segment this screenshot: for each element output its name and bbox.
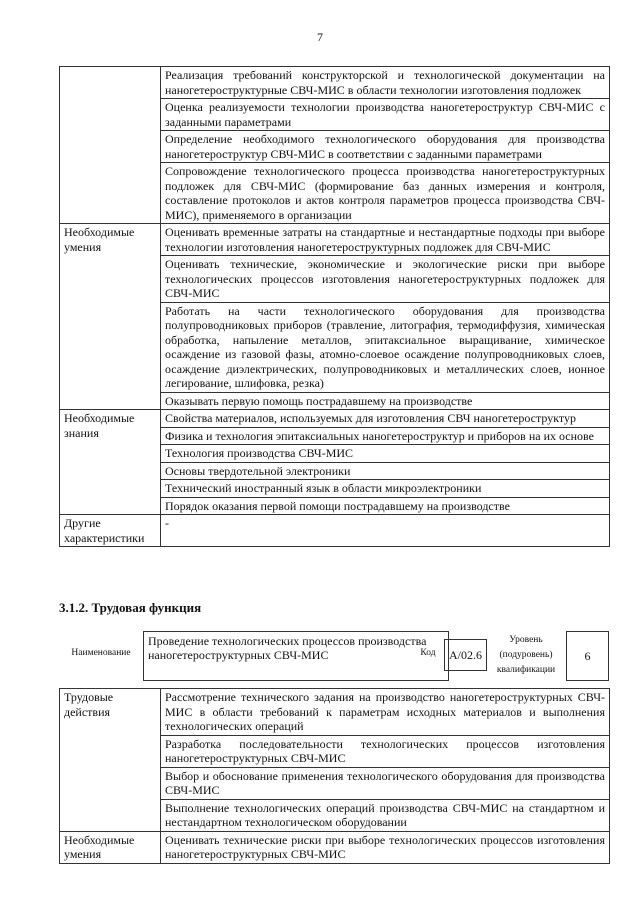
- table-row: [60, 224, 610, 256]
- function-name: Проведение технологических процессов производства наногетероструктурных СВЧ-МИС: [143, 631, 449, 681]
- row-label: Необходимые умения: [60, 831, 161, 863]
- function-code: A/02.6: [444, 639, 487, 671]
- table-row: [60, 410, 610, 428]
- row-item: Выбор и обоснование применения технологического оборудования для производства СВЧ-МИС: [161, 767, 610, 799]
- row-item: Определение необходимого технологического оборудования для производства наногетероструктур СВЧ-МИС в соответствии с заданными параметрами: [161, 131, 610, 163]
- row-item: Порядок оказания первой помощи пострадавшему на производстве: [161, 497, 610, 515]
- row-item: -: [161, 515, 610, 547]
- section-title: 3.1.2. Трудовая функция: [59, 600, 202, 615]
- table-row: [60, 689, 610, 736]
- row-item: Оценивать технические, экономические и экологические риски при выборе технологических процессов изготовления наногетероструктурных подложек для СВЧ-МИС: [161, 256, 610, 303]
- row-item: Реализация требований конструкторской и технологической документации на наногетероструктурные СВЧ-МИС в области технологии изготовления подложек: [161, 67, 610, 99]
- page-number: 7: [317, 30, 323, 44]
- code-label: Код: [420, 648, 436, 658]
- row-item: Оценка реализуемости технологии производства наногетероструктур СВЧ-МИС с заданными параметрами: [161, 99, 610, 131]
- row-item: Основы твердотельной электроники: [161, 462, 610, 480]
- row-item: Рассмотрение технического задания на производство наногетероструктурных СВЧ-МИС в области требований к параметрам исходных материалов и выполнения технологических операций: [161, 689, 610, 736]
- row-label: Необходимые знания: [60, 410, 161, 515]
- row-item: Разработка последовательности технологических процессов изготовления наногетероструктурных СВЧ-МИС: [161, 735, 610, 767]
- row-label: Необходимые умения: [60, 224, 161, 410]
- table-row: [60, 515, 610, 547]
- qualification-level: 6: [566, 631, 609, 681]
- row-item: Оценивать временные затраты на стандартные и нестандартные подходы при выборе технологии изготовления наногетероструктурных подложек для СВЧ-МИС: [161, 224, 610, 256]
- labor-function-header: [59, 625, 609, 680]
- level-label: Уровень (подуровень) квалификации: [496, 635, 556, 675]
- requirements-table: [59, 66, 610, 547]
- row-item: Работать на части технологического оборудования для производства полупроводниковых приборов (травление, литография, термодиффузия, химическая обработка, напыление металлов, эпитаксиальное выращивание, химическое осаждение из газовой фазы, атомно-слоевое осаждение полупроводниковых слоев, осаждение диэлектрических, полупроводниковых и металлических слоев, ионное легирование, шлифовка, резка): [161, 302, 610, 392]
- row-label: Трудовые действия: [60, 689, 161, 832]
- name-label: Наименование: [71, 648, 131, 658]
- row-item: Выполнение технологических операций производства СВЧ-МИС на стандартном и нестандартном технологическом оборудовании: [161, 799, 610, 831]
- labor-actions-table: [59, 688, 610, 864]
- row-label: [60, 67, 161, 224]
- row-label: Другие характеристики: [60, 515, 161, 547]
- row-item: Технический иностранный язык в области микроэлектроники: [161, 480, 610, 498]
- row-item: Технология производства СВЧ-МИС: [161, 445, 610, 463]
- row-item: Оказывать первую помощь пострадавшему на производстве: [161, 392, 610, 410]
- row-item: Физика и технология эпитаксиальных наногетероструктур и приборов на их основе: [161, 427, 610, 445]
- row-item: Свойства материалов, используемых для изготовления СВЧ наногетероструктур: [161, 410, 610, 428]
- table-row: [60, 831, 610, 863]
- row-item: Оценивать технические риски при выборе технологических процессов изготовления наногетероструктурных СВЧ-МИС: [161, 831, 610, 863]
- table-row: [60, 67, 610, 99]
- row-item: Сопровождение технологического процесса производства наногетероструктурных подложек для СВЧ-МИС (формирование баз данных измерения и контроля, составление протоколов и актов контроля параметров процесса производства СВЧ-МИС), применяемого в организации: [161, 163, 610, 224]
